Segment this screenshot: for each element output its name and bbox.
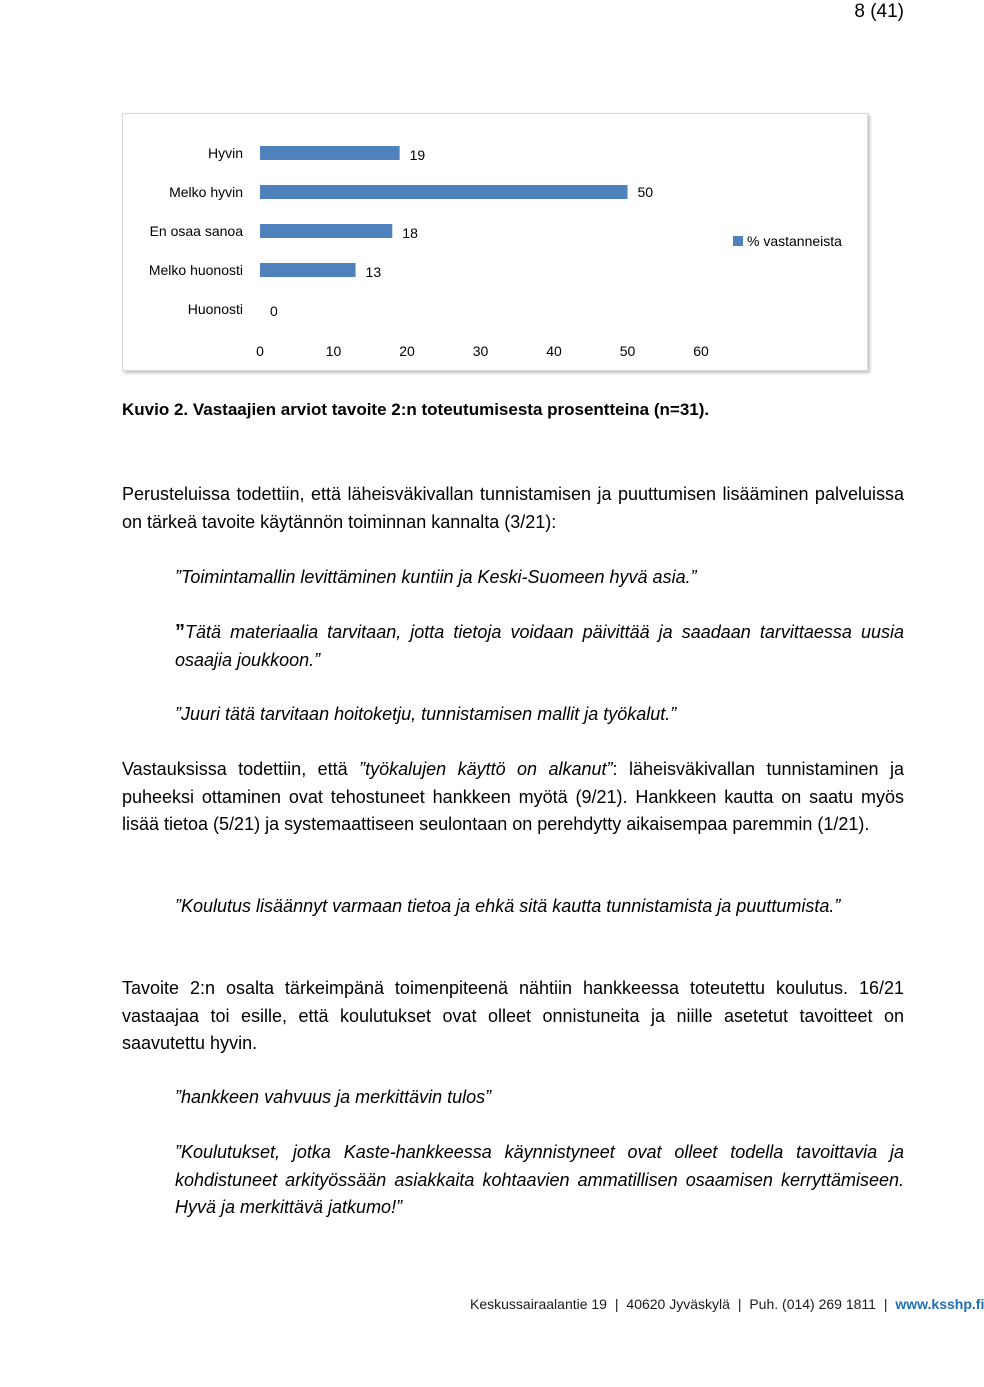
quote-text: hankkeen vahvuus ja merkittävin tulos bbox=[181, 1087, 486, 1107]
bar bbox=[260, 185, 628, 199]
category-label: En osaa sanoa bbox=[149, 223, 243, 239]
quote-vahvuus: ”hankkeen vahvuus ja merkittävin tulos” bbox=[175, 1087, 492, 1107]
footer-separator: | bbox=[614, 1296, 619, 1312]
para-text-before: Vastauksissa todettiin, että bbox=[122, 759, 360, 779]
page-number: 8 (41) bbox=[854, 1, 904, 22]
x-tick-label: 50 bbox=[619, 343, 636, 359]
x-tick-label: 60 bbox=[693, 343, 709, 359]
category-label: Melko huonosti bbox=[148, 262, 243, 278]
x-tick-label: 0 bbox=[256, 343, 264, 359]
bar bbox=[260, 224, 392, 238]
footer-phone: Puh. (014) 269 1811 bbox=[749, 1296, 876, 1312]
footer-separator: | bbox=[883, 1296, 888, 1312]
x-tick-label: 30 bbox=[472, 343, 489, 359]
category-label: Hyvin bbox=[207, 145, 243, 161]
paragraph-vastauksissa: Vastauksissa todettiin, että ”työkalujen käyttö on alkanut”: läheisväkivallan tunnistaminen ja puheeksi ottaminen ovat tehostuneet hankkeen myötä (9/21). Hankkeen kautta on saatu myös lisää tietoa (5/21) ja systemaattiseen seulontaan on perehdytty aikaisempaa paremmin (1/21). bbox=[122, 759, 904, 834]
para-quoted: työkalujen käyttö on alkanut bbox=[365, 759, 607, 779]
category-label: Melko hyvin bbox=[169, 184, 243, 200]
bar bbox=[260, 263, 356, 277]
bar-chart bbox=[122, 113, 868, 371]
data-label: 13 bbox=[365, 264, 382, 280]
footer-separator: | bbox=[737, 1296, 742, 1312]
data-label: 0 bbox=[270, 303, 278, 319]
legend-swatch bbox=[733, 236, 743, 246]
quote-text: Koulutukset, jotka Kaste-hankkeessa käynnistyneet ovat olleet todella tavoittavia ja kohdistuneet arkityössään asiakkaita kohtaavien ammatillisen osaamisen kerryttämiseen. Hyvä ja merkittävä jatkumo! bbox=[175, 1142, 904, 1217]
quote-text: Tätä materiaalia tarvitaan, jotta tietoja voidaan päivittää ja saadaan tarvittaessa uusia osaajia joukkoon. bbox=[175, 622, 904, 670]
data-label: 50 bbox=[637, 184, 654, 200]
quote-hoitoketju: ”Juuri tätä tarvitaan hoitoketju, tunnistamisen mallit ja työkalut.” bbox=[175, 704, 677, 724]
footer bbox=[470, 1296, 984, 1312]
footer-web-link[interactable]: www.ksshp.fi bbox=[895, 1296, 984, 1312]
quote-text: Juuri tätä tarvitaan hoitoketju, tunnistamisen mallit ja työkalut. bbox=[181, 704, 671, 724]
x-tick-label: 10 bbox=[325, 343, 342, 359]
quote-materiaali: ”Tätä materiaalia tarvitaan, jotta tietoja voidaan päivittää ja saadaan tarvittaessa uusia osaajia joukkoon.” bbox=[175, 621, 904, 670]
bar bbox=[260, 146, 400, 160]
quote-koulutus: ”Koulutus lisäännyt varmaan tietoa ja ehkä sitä kautta tunnistamista ja puuttumista.” bbox=[175, 896, 841, 916]
category-label: Huonosti bbox=[187, 301, 243, 317]
quote-text: Toimintamallin levittäminen kuntiin ja Keski-Suomeen hyvä asia. bbox=[181, 567, 691, 587]
chart-svg bbox=[123, 114, 867, 370]
legend-label: % vastanneista bbox=[747, 233, 842, 249]
para-text-after: : läheisväkivallan tunnistaminen ja puheeksi ottaminen ovat tehostuneet hankkeen myötä (9/21). Hankkeen kautta on saatu myös lisää tietoa (5/21) ja systemaattiseen seulontaan on perehdytty aikaisempaa paremmin (1/21). bbox=[122, 759, 904, 834]
x-tick-label: 40 bbox=[546, 343, 562, 359]
data-label: 18 bbox=[402, 225, 418, 241]
quote-toimintamalli: ”Toimintamallin levittäminen kuntiin ja Keski-Suomeen hyvä asia.” bbox=[175, 567, 697, 587]
data-label: 19 bbox=[409, 147, 426, 163]
paragraph-perustelut: Perusteluissa todettiin, että läheisväkivallan tunnistamisen ja puuttumisen lisääminen palveluissa on tärkeä tavoite käytännön toiminnan kannalta (3/21): bbox=[122, 484, 904, 532]
figure-caption: Kuvio 2. Vastaajien arviot tavoite 2:n toteutumisesta prosentteina (n=31). bbox=[122, 400, 710, 419]
quote-text: Koulutus lisäännyt varmaan tietoa ja ehkä sitä kautta tunnistamista ja puuttumista. bbox=[181, 896, 835, 916]
footer-postal: 40620 Jyväskylä bbox=[626, 1296, 730, 1312]
footer-address: Keskussairaalantie 19 bbox=[470, 1296, 607, 1312]
x-tick-label: 20 bbox=[399, 343, 415, 359]
quote-koulutukset: ”Koulutukset, jotka Kaste-hankkeessa käynnistyneet ovat olleet todella tavoittavia ja kohdistuneet arkityössään asiakkaita kohtaavien ammatillisen osaamisen kerryttämiseen. Hyvä ja merkittävä jatkumo!” bbox=[175, 1142, 904, 1217]
paragraph-tavoite: Tavoite 2:n osalta tärkeimpänä toimenpiteenä nähtiin hankkeessa toteutettu koulutus. 16/21 vastaajaa toi esille, että koulutukset ovat olleet onnistuneita ja niille asetetut tavoitteet on saavutettu hyvin. bbox=[122, 978, 904, 1053]
